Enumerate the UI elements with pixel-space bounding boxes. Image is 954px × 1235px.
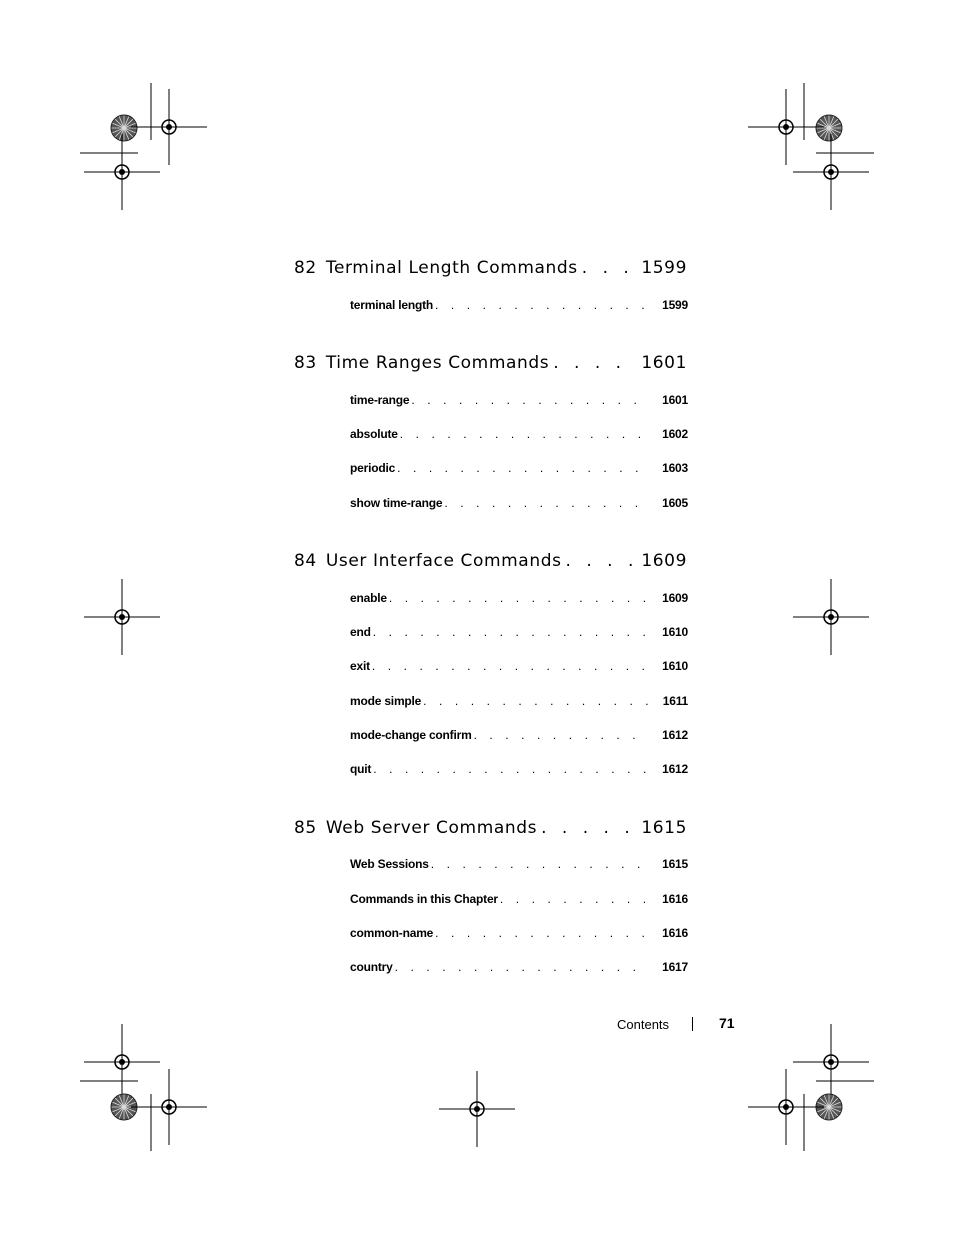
page-footer bbox=[600, 1014, 740, 1036]
leader-dots bbox=[395, 960, 648, 974]
leader-dots bbox=[411, 393, 648, 407]
leader-dots bbox=[431, 857, 648, 871]
leader-dots bbox=[373, 625, 648, 639]
entry-page: 1610 bbox=[662, 625, 688, 639]
leader-dots bbox=[397, 461, 648, 475]
page-number: 71 bbox=[719, 1015, 735, 1031]
toc-chapter-83[interactable] bbox=[294, 353, 687, 377]
toc-chapter-85[interactable] bbox=[294, 818, 687, 842]
entry-title: country bbox=[350, 960, 393, 974]
entry-page: 1601 bbox=[662, 393, 688, 407]
entry-page: 1603 bbox=[662, 461, 688, 475]
entry-page: 1617 bbox=[662, 960, 688, 974]
leader-dots bbox=[553, 353, 635, 373]
toc-entry[interactable] bbox=[350, 960, 688, 978]
leader-dots bbox=[500, 892, 648, 906]
entry-page: 1605 bbox=[662, 496, 688, 510]
toc-entry[interactable] bbox=[350, 762, 688, 780]
chapter-title: Time Ranges Commands bbox=[325, 353, 550, 373]
toc-entry[interactable] bbox=[350, 857, 688, 875]
entry-title: time-range bbox=[350, 393, 410, 407]
chapter-number: 84 bbox=[294, 551, 317, 571]
leader-dots bbox=[389, 591, 648, 605]
entry-title: show time-range bbox=[350, 496, 443, 510]
leader-dots bbox=[444, 496, 648, 510]
leader-dots bbox=[373, 762, 648, 776]
toc-entry[interactable] bbox=[350, 694, 688, 712]
chapter-number: 85 bbox=[294, 818, 317, 838]
entry-title: Commands in this Chapter bbox=[350, 892, 498, 906]
toc-entry[interactable] bbox=[350, 659, 688, 677]
leader-dots bbox=[474, 728, 649, 742]
entry-page: 1615 bbox=[662, 857, 688, 871]
entry-page: 1610 bbox=[662, 659, 688, 673]
toc-entry[interactable] bbox=[350, 625, 688, 643]
footer-section-label: Contents bbox=[617, 1017, 670, 1032]
entry-title: common-name bbox=[350, 926, 434, 940]
chapter-title: Web Server Commands bbox=[325, 818, 538, 838]
leader-dots bbox=[541, 818, 635, 838]
entry-title: absolute bbox=[350, 427, 398, 441]
toc-chapter-82[interactable] bbox=[294, 258, 687, 282]
entry-page: 1611 bbox=[662, 694, 688, 708]
leader-dots bbox=[400, 427, 648, 441]
entry-page: 1599 bbox=[662, 298, 688, 312]
chapter-title: Terminal Length Commands bbox=[325, 258, 578, 278]
toc-entry[interactable] bbox=[350, 298, 688, 316]
chapter-page: 1601 bbox=[641, 353, 687, 373]
toc-entry[interactable] bbox=[350, 461, 688, 479]
toc-entry[interactable] bbox=[350, 393, 688, 411]
toc-entry[interactable] bbox=[350, 926, 688, 944]
leader-dots bbox=[435, 298, 648, 312]
toc-entry[interactable] bbox=[350, 728, 688, 746]
entry-title: periodic bbox=[350, 461, 396, 475]
leader-dots bbox=[423, 694, 649, 708]
entry-title: exit bbox=[350, 659, 370, 673]
entry-page: 1612 bbox=[662, 762, 688, 776]
entry-page: 1616 bbox=[662, 892, 688, 906]
entry-title: mode-change confirm bbox=[350, 728, 472, 742]
footer-divider bbox=[692, 1017, 693, 1031]
toc-entry[interactable] bbox=[350, 427, 688, 445]
entry-page: 1602 bbox=[662, 427, 688, 441]
entry-page: 1609 bbox=[662, 591, 688, 605]
toc-chapter-84[interactable] bbox=[294, 551, 687, 575]
leader-dots bbox=[582, 258, 636, 278]
toc-entry[interactable] bbox=[350, 892, 688, 910]
chapter-page: 1599 bbox=[641, 258, 687, 278]
entry-title: Web Sessions bbox=[350, 857, 429, 871]
leader-dots bbox=[566, 551, 636, 571]
chapter-page: 1615 bbox=[641, 818, 687, 838]
entry-page: 1616 bbox=[662, 926, 688, 940]
entry-title: mode simple bbox=[350, 694, 422, 708]
chapter-page: 1609 bbox=[641, 551, 687, 571]
entry-page: 1612 bbox=[662, 728, 688, 742]
chapter-title: User Interface Commands bbox=[325, 551, 562, 571]
chapter-number: 82 bbox=[294, 258, 317, 278]
toc-entry[interactable] bbox=[350, 591, 688, 609]
leader-dots bbox=[372, 659, 648, 673]
entry-title: enable bbox=[350, 591, 387, 605]
entry-title: quit bbox=[350, 762, 372, 776]
entry-title: end bbox=[350, 625, 371, 639]
leader-dots bbox=[435, 926, 648, 940]
chapter-number: 83 bbox=[294, 353, 317, 373]
toc-entry[interactable] bbox=[350, 496, 688, 514]
entry-title: terminal length bbox=[350, 298, 434, 312]
